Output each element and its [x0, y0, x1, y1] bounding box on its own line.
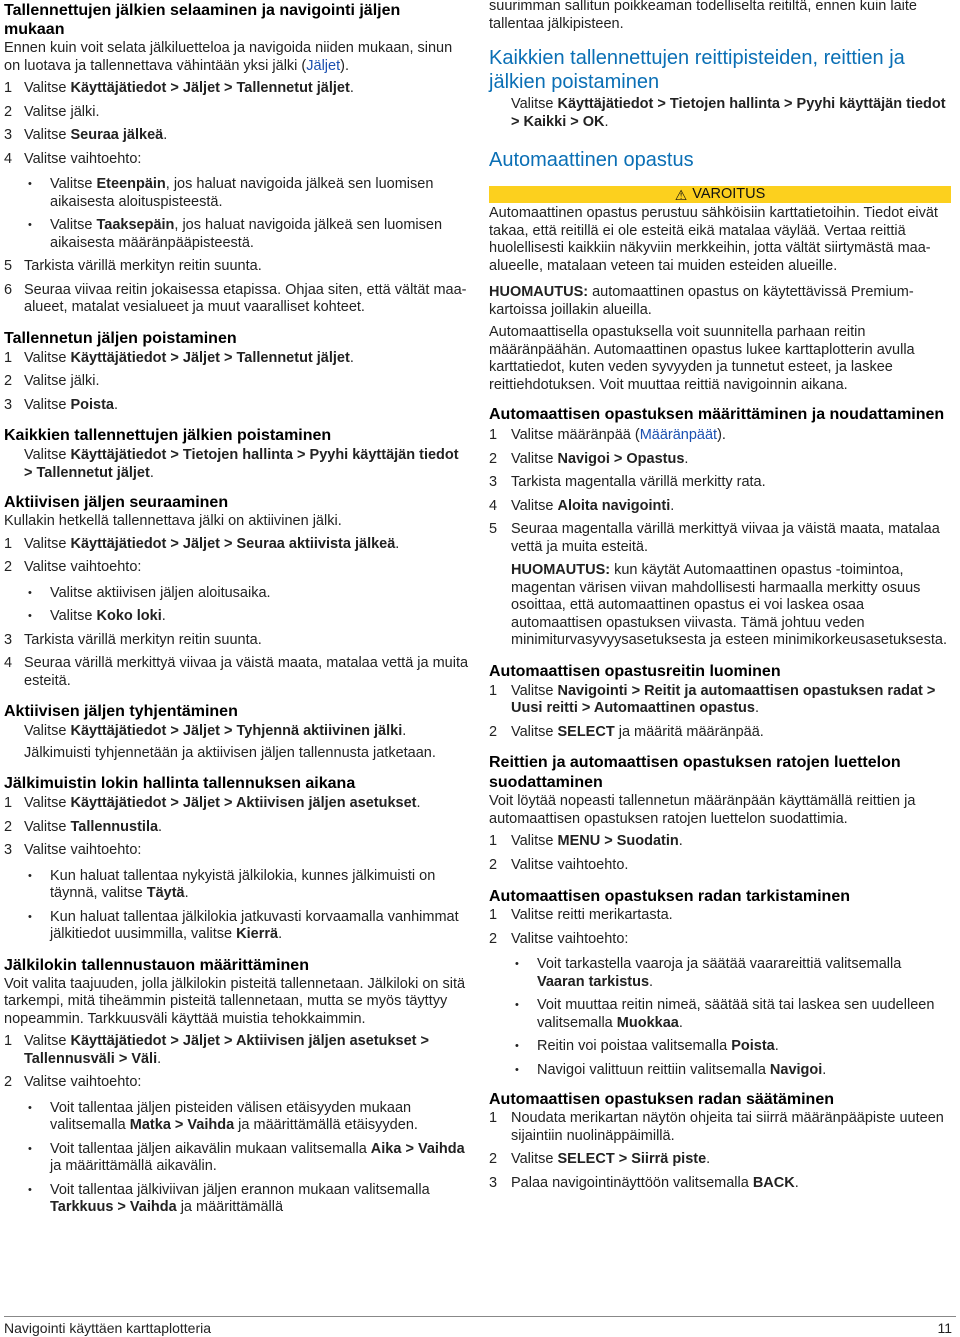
section-filter-routes	[489, 753, 951, 874]
section-title: Automaattinen opastus	[489, 149, 694, 171]
step: 5 Seuraa magentalla värillä merkittyä viivaa ja väistä maata, matalaa vettä ja muita esteitä.	[489, 521, 940, 555]
section-title: Jälkilokin tallennustauon määrittäminen	[4, 956, 309, 974]
step: 1 Valitse Käyttäjätiedot > Jäljet > Aktiivisen jäljen asetukset > Tallennusväli > Väli.	[4, 1033, 429, 1067]
step: 4 Valitse vaihtoehto:	[4, 150, 142, 167]
bullet: • Kun haluat tallentaa nykyistä jälkilokia, kunnes jälkimuisti on täynnä, valitse Täytä.	[28, 867, 436, 901]
warning-banner	[489, 186, 951, 203]
section-delete-all-waypoints	[489, 46, 951, 131]
section-title: Tallennettujen jälkien selaaminen ja navigointi jäljen mukaan	[4, 2, 401, 38]
step: 2 Valitse jälki.	[4, 103, 100, 120]
step: 5 Tarkista värillä merkityn reitin suunta.	[4, 258, 262, 274]
footer-divider	[4, 1316, 956, 1317]
instruction-text: Valitse Käyttäjätiedot > Jäljet > Tyhjennä aktiivinen jälki.	[24, 723, 407, 739]
step: 4 Seuraa värillä merkittyä viivaa ja väistä maata, matalaa vettä ja muita esteitä.	[4, 655, 469, 689]
step: 3 Tarkista magentalla värillä merkitty rata.	[489, 474, 766, 490]
left-column	[4, 0, 470, 1217]
note-text: HUOMAUTUS: automaattinen opastus on käytettävissä Premium-kartoissa joillakin alueilla.	[489, 284, 914, 318]
step: 4 Valitse Aloita navigointi.	[489, 497, 675, 514]
bullet: • Voit tallentaa jäljen aikavälin mukaan valitsemalla Aika > Vaihda ja määrittämällä aikavälin.	[28, 1140, 465, 1174]
section-title: Tallennetun jäljen poistaminen	[4, 329, 237, 347]
tracks-link[interactable]: Jäljet	[306, 57, 341, 74]
step: 3 Valitse Poista.	[4, 396, 119, 413]
step: 3 Palaa navigointinäyttöön valitsemalla BACK.	[489, 1174, 799, 1191]
step: 1 Valitse Käyttäjätiedot > Jäljet > Tallennetut jäljet.	[4, 80, 354, 96]
section-track-log-memory	[4, 774, 470, 944]
section-title: Aktiivisen jäljen seuraaminen	[4, 494, 229, 511]
warning-text: Automaattinen opastus perustuu sähköisiin karttatietoihin. Tiedot eivät takaa, että reitillä ei ole esteitä eikä matalaa väylää. Vertaa reittiä huolellisesti kaikkiin näkyviin merkkeihin, jotta vältät siirtymästä maa-alueelle, matalaan veteen tai muiden esteiden alueille.	[489, 205, 938, 274]
section-title: Automaattisen opastusreitin luominen	[489, 662, 781, 680]
step: 1 Valitse Navigointi > Reitit ja automaattisen opastuksen radat > Uusi reitti > Automaattinen opastus.	[489, 682, 936, 716]
step: 1 Valitse määränpää (Määränpäät).	[489, 427, 726, 443]
section-auto-guidance	[489, 148, 951, 394]
instruction-text: Valitse Käyttäjätiedot > Tietojen hallinta > Pyyhi käyttäjän tiedot > Tallennetut jäljet.	[24, 447, 459, 481]
bullet: • Navigoi valittuun reittiin valitsemalla Navigoi.	[515, 1061, 827, 1078]
step: 2 Valitse vaihtoehto:	[4, 1074, 142, 1090]
intro-text: Voit valita taajuuden, jolla jälkilokin pisteitä tallennetaan. Jälkiloki on sitä tarkempi, mitä tiheämmin pisteitä tallennetaan, mutta se myös täyttyy nopeammin. Tarkkuusväli käyttää muistia tehokkaimmin.	[4, 975, 466, 1027]
bullet: • Voit tarkastella vaaroja ja säätää vaarareittiä valitsemalla Vaaran tarkistus.	[515, 956, 902, 990]
step: 1 Valitse Käyttäjätiedot > Jäljet > Aktiivisen jäljen asetukset.	[4, 795, 421, 811]
section-browse-tracks	[4, 0, 470, 317]
step: 2 Valitse Navigoi > Opastus.	[489, 450, 689, 467]
step: 2 Valitse vaihtoehto:	[489, 930, 629, 947]
section-title: Kaikkien tallennettujen jälkien poistaminen	[4, 427, 332, 444]
bullet: • Voit tallentaa jäljen pisteiden välisen etäisyyden mukaan valitsemalla Matka > Vaihda ja määrittämällä etäisyyden.	[28, 1099, 418, 1133]
section-title: Automaattisen opastuksen radan tarkistaminen	[489, 888, 850, 905]
footer-chapter-title: Navigointi käyttäen karttaplotteria	[4, 1320, 211, 1336]
section-recording-interval	[4, 956, 470, 1217]
step: 3 Tarkista värillä merkityn reitin suunta.	[4, 631, 262, 648]
note-text: HUOMAUTUS: kun käytät Automaattinen opastus -toimintoa, magentan värisen viivan mahdollisesti harmaalla merkitty osuus osoittaa, että automaattinen opastus ei voi laskea osaa automaattisen opastuksen viivasta. Tämä johtuu veden minimiturvasyvyysasetuksesta ja esteen minimikorkeusasetuksesta.	[511, 562, 947, 648]
section-title: Jälkimuistin lokin hallinta tallennuksen aikana	[4, 775, 356, 792]
step: 1 Valitse MENU > Suodatin.	[489, 833, 683, 849]
section-title: Kaikkien tallennettujen reittipisteiden, reittien ja jälkien poistaminen	[489, 47, 905, 93]
step: 2 Valitse SELECT > Siirrä piste.	[489, 1151, 711, 1167]
section-delete-track	[4, 329, 470, 415]
step: 1 Noudata merikartan näytön ohjeita tai siirrä määränpääpiste uuteen sijaintiin nuolinäppäimillä.	[489, 1110, 944, 1144]
description-text: Automaattisella opastuksella voit suunnitella parhaan reitin määränpäähän. Automaattinen opastus lukee karttaplotterin avulla karttatiedot, kuten veden syvyyden ja tunnetut esteet, ja laskee reittiehdotuksen. Voit muuttaa reittiä navigoinnin aikana.	[489, 324, 915, 393]
bullet: • Valitse aktiivisen jäljen aloitusaika.	[28, 584, 271, 601]
intro-text: Kullakin hetkellä tallennettava jälki on aktiivinen jälki.	[4, 513, 342, 529]
right-column	[489, 0, 951, 1192]
step: 6 Seuraa viivaa reitin jokaisessa etapissa. Ohjaa siten, että vältät maa-alueet, matalat vesialueet ja muut vaaralliset kohteet.	[4, 281, 467, 315]
instruction-text: Valitse Käyttäjätiedot > Tietojen hallinta > Pyyhi käyttäjän tiedot > Kaikki > OK.	[511, 96, 946, 130]
step: 2 Valitse vaihtoehto.	[489, 856, 629, 873]
step: 2 Valitse vaihtoehto:	[4, 559, 142, 575]
section-review-auto-route	[489, 887, 951, 1079]
section-title: Automaattisen opastuksen radan säätäminen	[489, 1091, 834, 1108]
section-clear-active-track	[4, 702, 470, 762]
step: 2 Valitse SELECT ja määritä määränpää.	[489, 723, 764, 740]
bullet: • Valitse Koko loki.	[28, 608, 166, 624]
bullet: • Voit tallentaa jälkiviivan jäljen erannon mukaan valitsemalla Tarkkuus > Vaihda ja määrittämällä	[28, 1181, 430, 1215]
step: 1 Valitse reitti merikartasta.	[489, 907, 673, 923]
bullet: • Valitse Taaksepäin, jos haluat navigoida jälkeä sen luomisen aikaisesta määränpääpisteestä.	[28, 217, 443, 251]
section-follow-active-track	[4, 493, 470, 690]
step: 3 Valitse Seuraa jälkeä.	[4, 127, 168, 143]
section-setup-auto-guidance	[489, 405, 951, 650]
section-adjust-auto-route	[489, 1090, 951, 1192]
step: 1 Valitse Käyttäjätiedot > Jäljet > Seuraa aktiivista jälkeä.	[4, 535, 400, 552]
warning-label: VAROITUS	[692, 186, 766, 202]
section-delete-all-tracks	[4, 426, 470, 482]
page-footer	[0, 1316, 960, 1337]
intro-text: Voit löytää nopeasti tallennetun määränpään käyttämällä reittien ja automaattisen opastuksen ratojen luettelon suodattimia.	[489, 793, 916, 827]
bullet: • Valitse Eteenpäin, jos haluat navigoida jälkeä sen luomisen aikaisesta aloituspisteestä.	[28, 176, 434, 210]
bullet: • Reitin voi poistaa valitsemalla Poista.	[515, 1038, 779, 1054]
section-title: Reittien ja automaattisen opastuksen ratojen luettelon suodattaminen	[489, 754, 901, 791]
intro-text: Ennen kuin voit selata jälkiluetteloa ja navigoida niiden mukaan, sinun on luotava ja tallennettava vähintään yksi jälki (Jäljet).	[4, 40, 453, 74]
destinations-link[interactable]: Määränpäät	[639, 427, 718, 443]
section-title: Aktiivisen jäljen tyhjentäminen	[4, 703, 238, 720]
step: 2 Valitse Tallennustila.	[4, 818, 163, 835]
step: 3 Valitse vaihtoehto:	[4, 842, 142, 858]
bullet: • Voit muuttaa reitin nimeä, säätää sitä tai laskea sen uudelleen valitsemalla Muokkaa.	[515, 997, 935, 1031]
section-create-auto-route	[489, 662, 951, 742]
step: 1 Valitse Käyttäjätiedot > Jäljet > Tallennetut jäljet.	[4, 349, 354, 366]
warning-triangle-icon: ⚠	[674, 186, 688, 203]
page-number: 11	[937, 1320, 952, 1336]
result-text: Jälkimuisti tyhjennetään ja aktiivisen jäljen tallennusta jatketaan.	[24, 744, 436, 761]
continued-text: suurimman sallitun poikkeaman todelliselta reitiltä, ennen kuin laite tallentaa jälkipisteen.	[489, 0, 917, 32]
section-title: Automaattisen opastuksen määrittäminen ja noudattaminen	[489, 406, 945, 423]
bullet: • Kun haluat tallentaa jälkilokia jatkuvasti korvaamalla vanhimmat jälkitiedot uusimmilla, valitse Kierrä.	[28, 908, 459, 942]
step: 2 Valitse jälki.	[4, 373, 100, 389]
